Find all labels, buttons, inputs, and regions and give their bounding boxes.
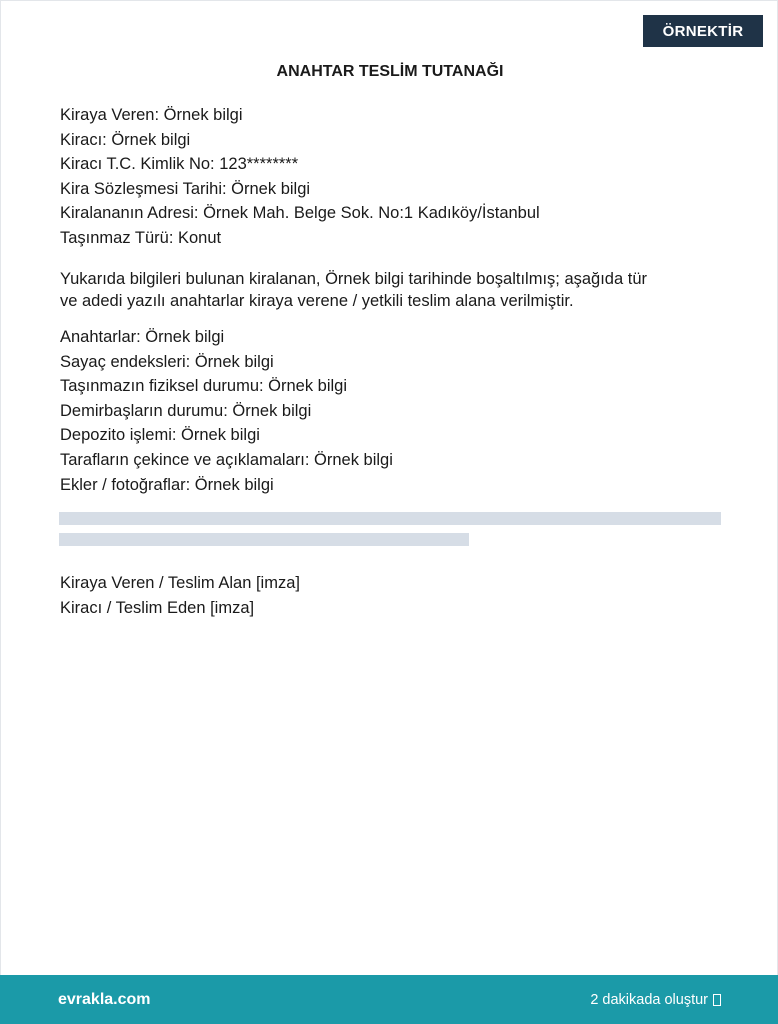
detail-line: Taşınmazın fiziksel durumu: Örnek bilgi [60,377,348,396]
info-section [60,103,540,251]
document-title: ANAHTAR TESLİM TUTANAĞI [276,63,504,80]
cta-label: 2 dakikada oluştur [590,991,708,1008]
detail-line: Ekler / fotoğraflar: Örnek bilgi [60,475,274,494]
info-line: Kira Sözleşmesi Tarihi: Örnek bilgi [60,179,311,198]
sample-badge: ÖRNEKTİR [643,15,763,47]
info-line: Taşınmaz Türü: Konut [60,228,222,247]
paragraph-line: ve adedi yazılı anahtarlar kiraya verene / yetkili teslim alana verilmiştir. [60,292,574,310]
info-line: Kiraya Veren: Örnek bilgi [60,106,243,124]
footer-bar [0,975,778,1024]
brand-link[interactable]: evrakla.com [58,990,151,1008]
detail-line: Tarafların çekince ve açıklamaları: Örnek bilgi [60,450,393,469]
signature-section [60,571,300,620]
statement-paragraph [60,268,740,312]
external-link-icon [713,994,721,1006]
detail-line: Depozito işlemi: Örnek bilgi [60,426,260,445]
info-line: Kiracı: Örnek bilgi [60,130,191,149]
signature-line: Kiraya Veren / Teslim Alan [imza] [60,574,300,592]
info-line: Kiracı T.C. Kimlik No: 123******** [60,155,299,174]
signature-line: Kiracı / Teslim Eden [imza] [60,598,255,617]
redacted-placeholder-bar [59,533,469,546]
detail-line: Anahtarlar: Örnek bilgi [60,328,225,346]
create-document-button[interactable] [590,992,721,1008]
details-section [60,325,393,497]
info-line: Kiralananın Adresi: Örnek Mah. Belge Sok. No:1 Kadıköy/İstanbul [60,204,540,223]
detail-line: Demirbaşların durumu: Örnek bilgi [60,401,312,420]
redacted-placeholder-bar [59,512,721,525]
detail-line: Sayaç endeksleri: Örnek bilgi [60,352,274,371]
paragraph-line: Yukarıda bilgileri bulunan kiralanan, Örnek bilgi tarihinde boşaltılmış; aşağıda tür [60,270,647,288]
